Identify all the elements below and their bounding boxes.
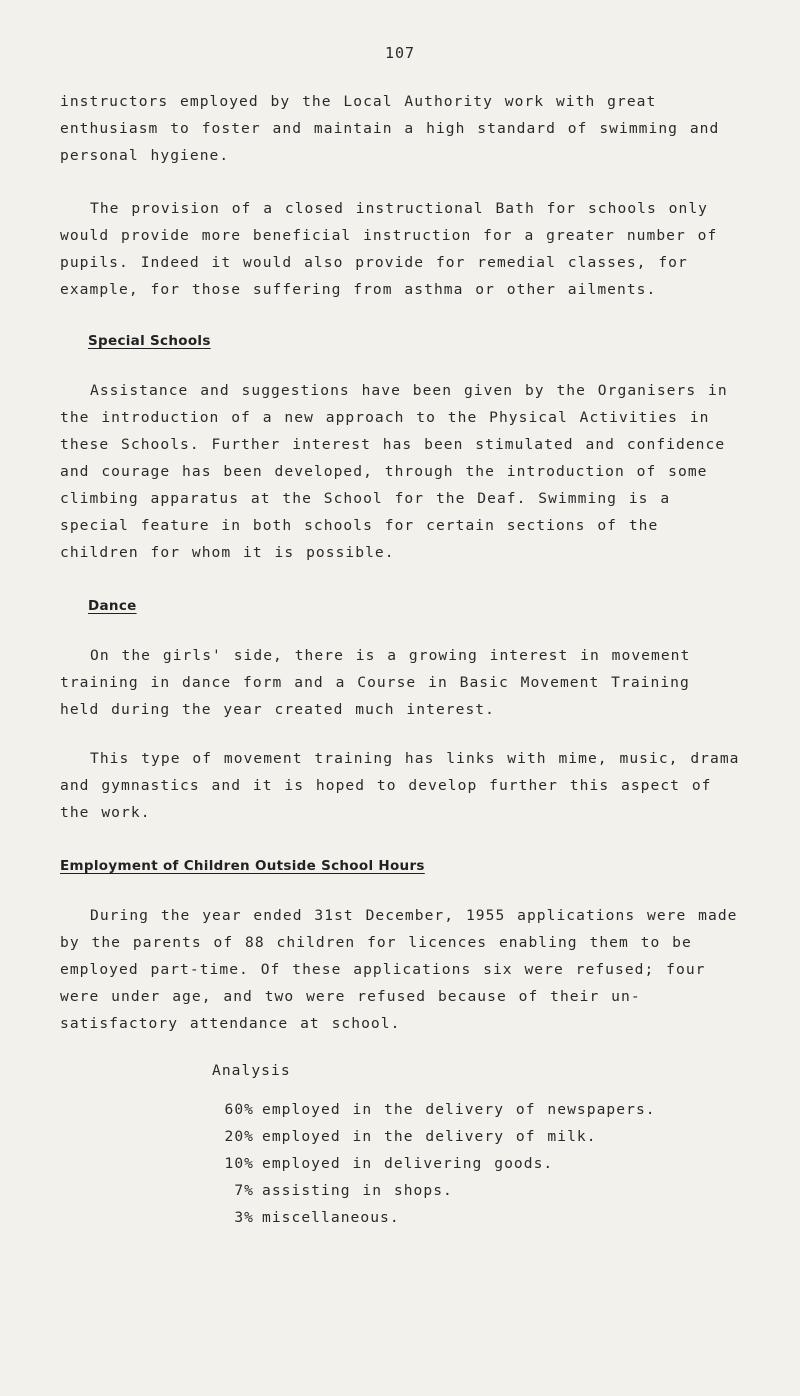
dance-paragraph-2: This type of movement training has links with mime, music, drama and gymnastics and it is hoped to develop further this aspect of the work.	[60, 750, 740, 821]
analysis-percent: 10%	[224, 1155, 254, 1172]
analysis-percent: 60%	[224, 1101, 254, 1118]
analysis-percent: 20%	[224, 1128, 254, 1145]
list-item	[212, 1123, 740, 1150]
list-item	[212, 1177, 740, 1204]
section-heading-employment: Employment of Children Outside School Hours	[60, 858, 425, 874]
analysis-description: employed in delivering goods.	[262, 1155, 554, 1172]
special-schools-paragraph: Assistance and suggestions have been given by the Organisers in the introduction of a new approach to the Physical Activities in these Schools. Further interest has been stimulated and confidence and courage has been developed, through the introduction of some climbing apparatus at the School for the Deaf. Swimming is a special feature in both schools for certain sections of the children for whom it is possible.	[60, 382, 728, 561]
list-item	[212, 1150, 740, 1177]
employment-paragraph: During the year ended 31st December, 1955 applications were made by the parents of 88 children for licences enabling them to be employed part-time. Of these applications six were refused; four were under age, and two were refused because of their un-satisfactory attendance at school.	[60, 907, 738, 1032]
intro-paragraph-2: The provision of a closed instructional Bath for schools only would provide more beneficial instruction for a greater number of pupils. Indeed it would also provide for remedial classes, for example, for those suffering from asthma or other ailments.	[60, 200, 718, 298]
analysis-percent: 3%	[234, 1209, 254, 1226]
analysis-percent: 7%	[234, 1182, 254, 1199]
analysis-title: Analysis	[212, 1062, 291, 1079]
analysis-description: employed in the delivery of milk.	[262, 1128, 597, 1145]
analysis-description: assisting in shops.	[262, 1182, 453, 1199]
list-item	[212, 1096, 740, 1123]
analysis-block	[60, 1057, 740, 1231]
section-heading-special-schools: Special Schools	[88, 333, 211, 349]
list-item	[212, 1204, 740, 1231]
section-heading-dance: Dance	[88, 598, 137, 614]
document-body	[60, 88, 740, 1231]
dance-paragraph-1: On the girls' side, there is a growing interest in movement training in dance form and a Course in Basic Movement Training held during the year created much interest.	[60, 647, 691, 718]
analysis-description: employed in the delivery of newspapers.	[262, 1101, 656, 1118]
page-number: 107	[384, 44, 416, 62]
analysis-description: miscellaneous.	[262, 1209, 400, 1226]
analysis-list	[212, 1096, 740, 1231]
intro-paragraph-1: instructors employed by the Local Authority work with great enthusiasm to foster and maintain a high standard of swimming and personal hygiene.	[60, 93, 720, 164]
